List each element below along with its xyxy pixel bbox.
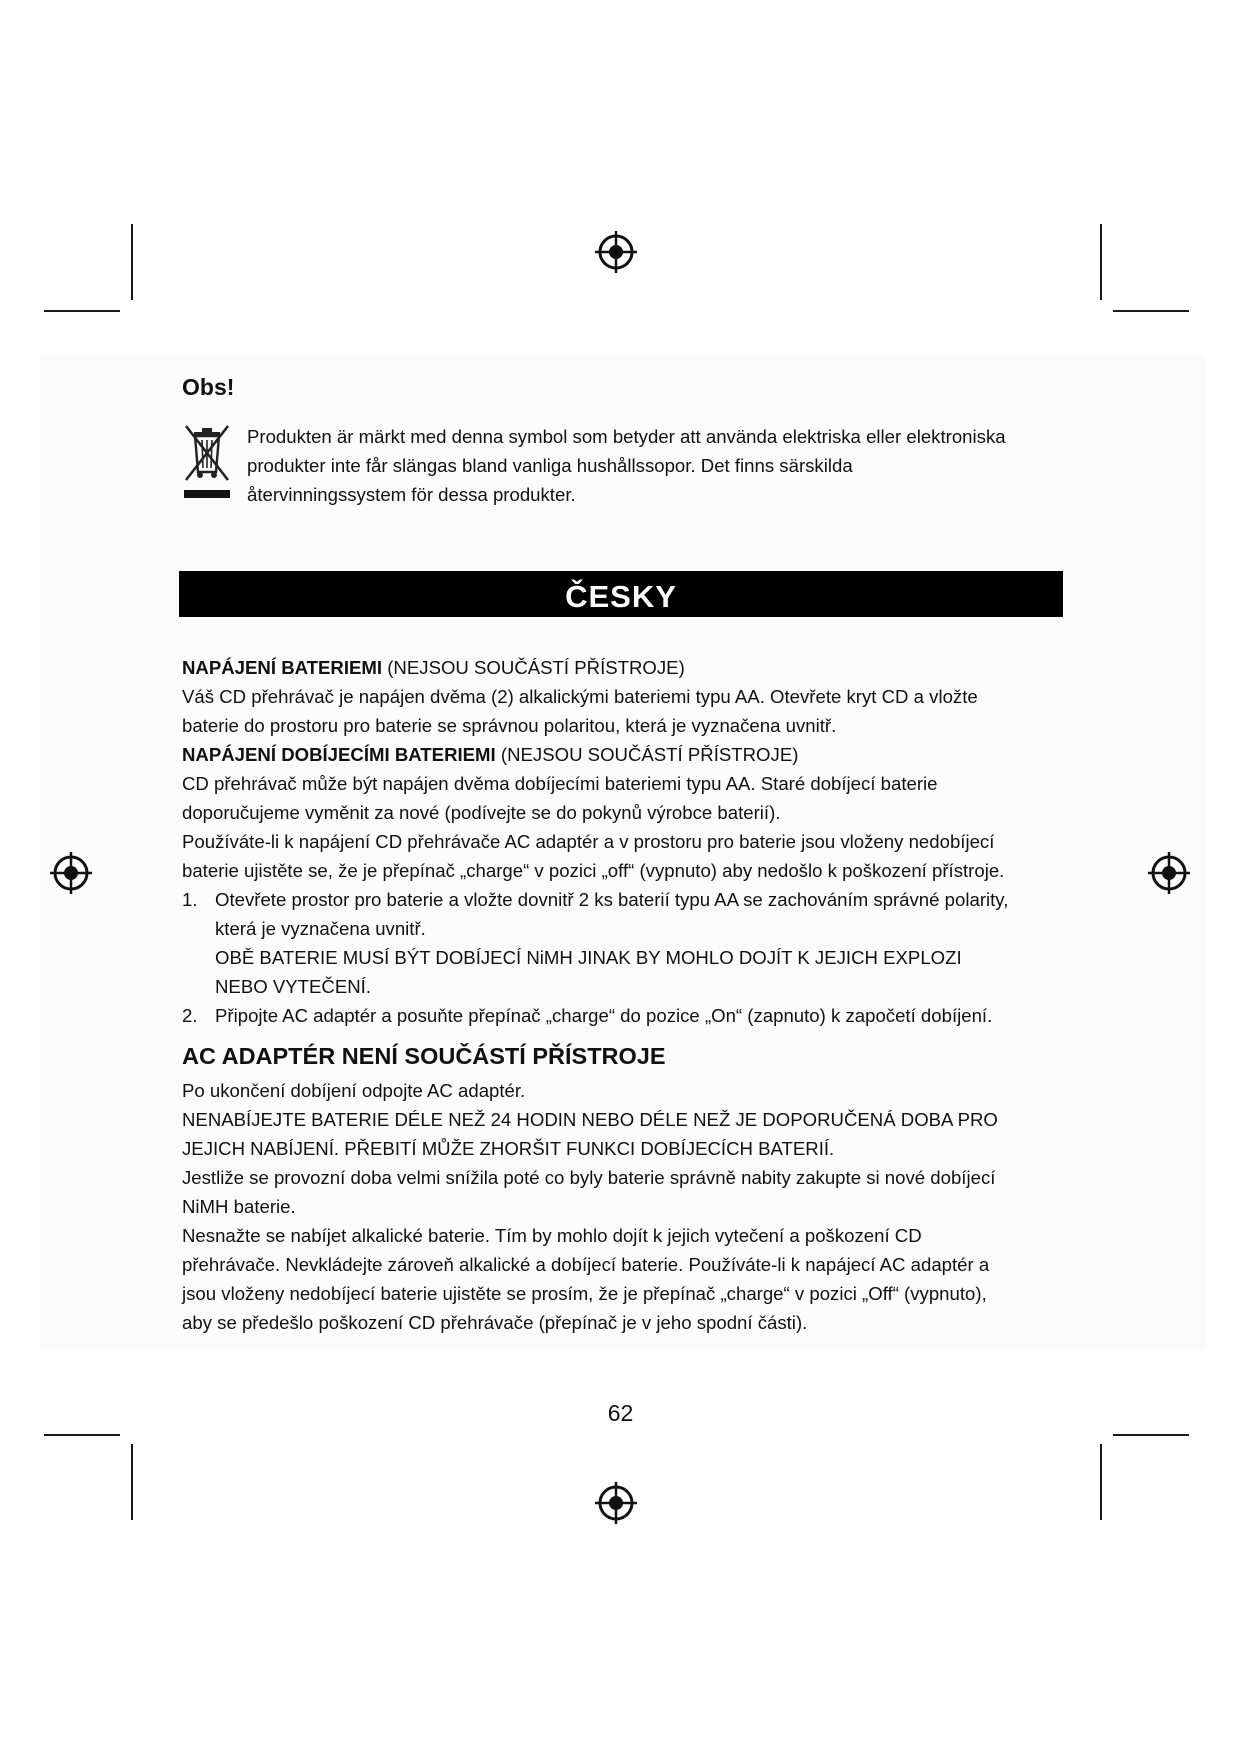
- paragraph-line: doporučujeme vyměnit za nové (podívejte se do pokynů výrobce baterií).: [182, 802, 781, 823]
- paragraph-line: baterie ujistěte se, že je přepínač „charge“ v pozici „off“ (vypnuto) aby nedošlo k poškození přístroje.: [182, 860, 1005, 881]
- czech-body: [182, 653, 1062, 1337]
- language-banner: ČESKY: [179, 571, 1063, 617]
- paragraph-line: CD přehrávač může být napájen dvěma dobíjecími bateriemi typu AA. Staré dobíjecí baterie: [182, 773, 938, 794]
- crop-mark-bottom-right-horizontal: [1113, 1434, 1189, 1436]
- registration-mark-icon: [1146, 850, 1192, 896]
- list-line: Připojte AC adaptér a posuňte přepínač „charge“ do pozice „On“ (zapnuto) k započetí dobíjení.: [215, 1005, 993, 1026]
- registration-mark-icon: [48, 850, 94, 896]
- list-number: 1.: [182, 889, 198, 910]
- paragraph-line: JEJICH NABÍJENÍ. PŘEBITÍ MŮŽE ZHORŠIT FUNKCI DOBÍJECÍCH BATERIÍ.: [182, 1138, 835, 1159]
- section-heading-normal: (NEJSOU SOUČÁSTÍ PŘÍSTROJE): [495, 744, 799, 765]
- list-item: [182, 1001, 1062, 1030]
- obs-line: återvinningssystem för dessa produkter.: [247, 484, 576, 505]
- paragraph-line: Používáte-li k napájení CD přehrávače AC adaptér a v prostoru pro baterie jsou vloženy nedobíjecí: [182, 831, 995, 852]
- list-line: Otevřete prostor pro baterie a vložte dovnitř 2 ks baterií typu AA se zachováním správné polarity,: [215, 889, 1009, 910]
- weee-crossed-bin-icon: [182, 422, 232, 502]
- section-heading-normal: (NEJSOU SOUČÁSTÍ PŘÍSTROJE): [382, 657, 685, 678]
- paragraph-line: NiMH baterie.: [182, 1196, 296, 1217]
- page-number: 62: [607, 1400, 634, 1426]
- obs-title: Obs!: [182, 374, 235, 400]
- list-line: která je vyznačena uvnitř.: [215, 918, 426, 939]
- paragraph-line: Jestliže se provozní doba velmi snížila poté co byly baterie správně nabity zakupte si nové dobíjecí: [182, 1167, 996, 1188]
- crop-mark-top-left-horizontal: [44, 310, 120, 312]
- list-line: NEBO VYTEČENÍ.: [215, 976, 372, 997]
- obs-section: [182, 372, 1062, 510]
- obs-text: [247, 422, 1067, 509]
- list-number: 2.: [182, 1005, 198, 1026]
- section-heading-bold: NAPÁJENÍ BATERIEMI: [182, 657, 383, 678]
- paragraph-line: Váš CD přehrávač je napájen dvěma (2) alkalickými bateriemi typu AA. Otevřete kryt CD a vložte: [182, 686, 978, 707]
- crop-mark-top-left-vertical: [131, 224, 133, 300]
- paragraph-line: Nesnažte se nabíjet alkalické baterie. Tím by mohlo dojít k jejich vytečení a poškození CD: [182, 1225, 922, 1246]
- paragraph-line: baterie do prostoru pro baterie se správnou polaritou, která je vyznačena uvnitř.: [182, 715, 837, 736]
- section-heading-bold: NAPÁJENÍ DOBÍJECÍMI BATERIEMI: [182, 744, 496, 765]
- paragraph-line: NENABÍJEJTE BATERIE DÉLE NEŽ 24 HODIN NEBO DÉLE NEŽ JE DOPORUČENÁ DOBA PRO: [182, 1109, 998, 1130]
- section-heading-ac-adapter: AC ADAPTÉR NENÍ SOUČÁSTÍ PŘÍSTROJE: [182, 1043, 666, 1069]
- list-item: [182, 885, 1062, 1001]
- paragraph-line: jsou vloženy nedobíjecí baterie ujistěte se prosím, že je přepínač „charge“ v pozici „Off“ (vypnuto),: [182, 1283, 987, 1304]
- paragraph-line: Po ukončení dobíjení odpojte AC adaptér.: [182, 1080, 526, 1101]
- crop-mark-top-right-horizontal: [1113, 310, 1189, 312]
- section-heading-rechargeable: [182, 740, 1062, 769]
- obs-line: produkter inte får slängas bland vanliga hushållssopor. Det finns särskilda: [247, 455, 853, 476]
- section-heading-batteries: [182, 653, 1062, 682]
- list-line: OBĚ BATERIE MUSÍ BÝT DOBÍJECÍ NiMH JINAK BY MOHLO DOJÍT K JEJICH EXPLOZI: [215, 947, 962, 968]
- paragraph-line: přehrávače. Nevkládejte zároveň alkalické a dobíjecí baterie. Používáte-li k napájecí AC adaptér a: [182, 1254, 990, 1275]
- crop-mark-bottom-right-vertical: [1100, 1444, 1102, 1520]
- crop-mark-bottom-left-horizontal: [44, 1434, 120, 1436]
- obs-line: Produkten är märkt med denna symbol som betyder att använda elektriska eller elektroniska: [247, 426, 1006, 447]
- crop-mark-top-right-vertical: [1100, 224, 1102, 300]
- crop-mark-bottom-left-vertical: [131, 1444, 133, 1520]
- paragraph-line: aby se předešlo poškození CD přehrávače (přepínač je v jeho spodní části).: [182, 1312, 808, 1333]
- registration-mark-icon: [593, 1480, 639, 1526]
- registration-mark-icon: [593, 229, 639, 275]
